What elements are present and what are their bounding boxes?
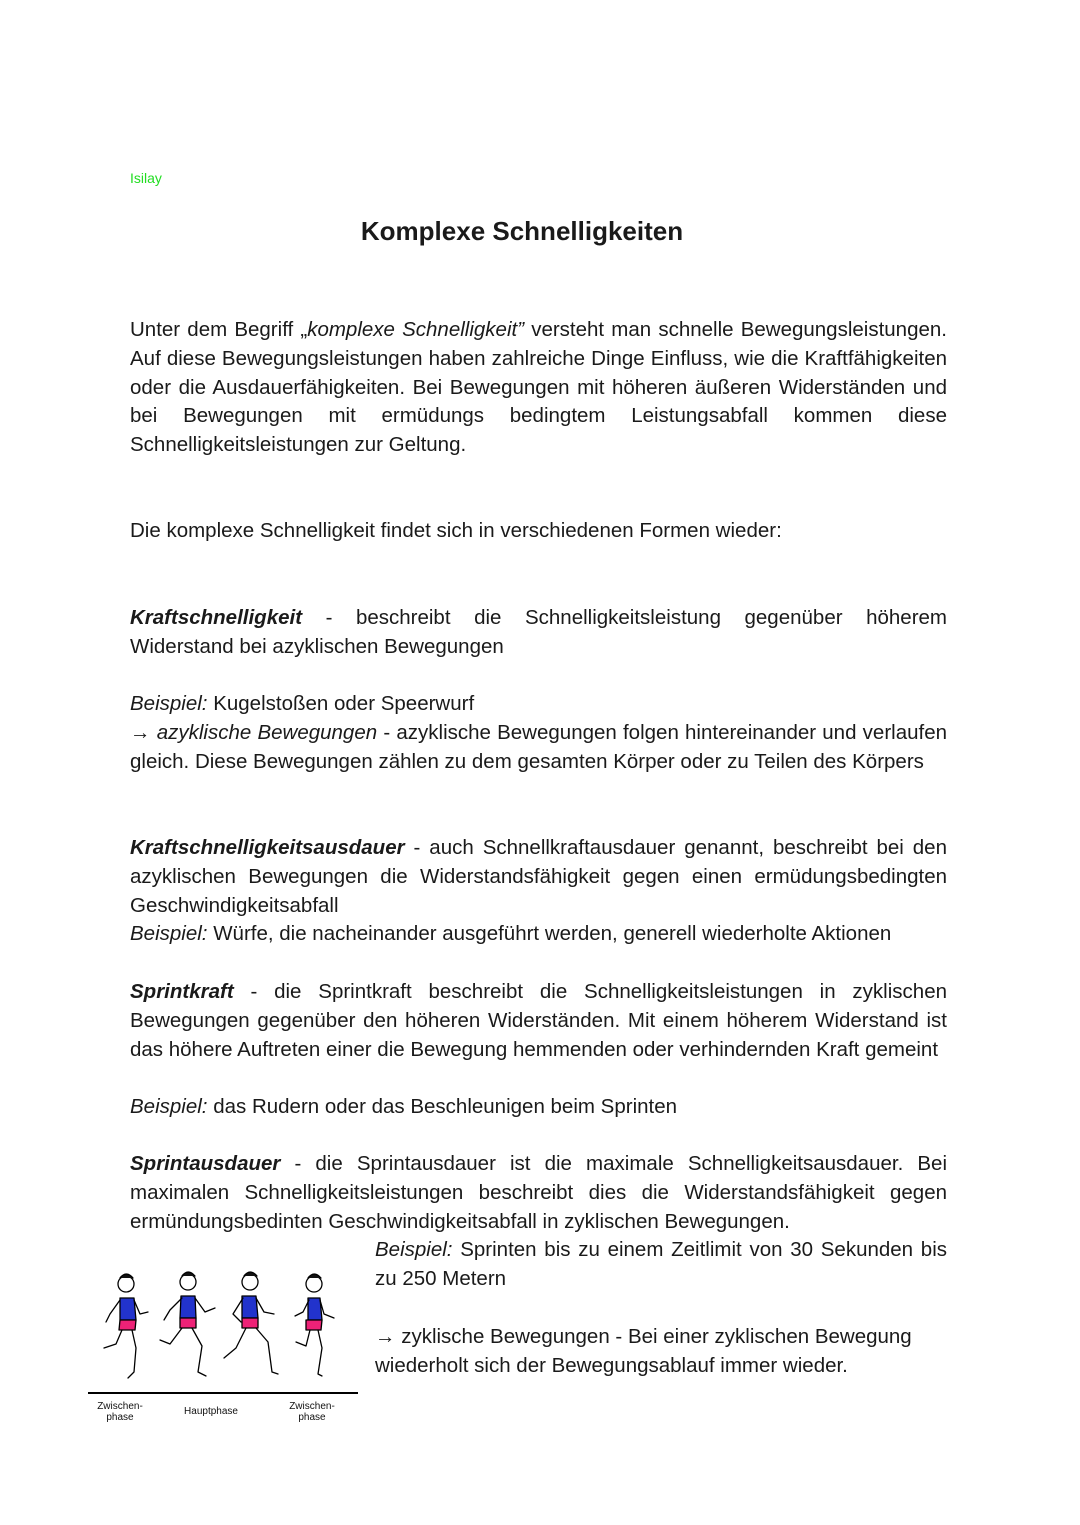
term-sprintausdauer: Sprintausdauer	[130, 1152, 281, 1175]
author-name: Isilay	[130, 170, 162, 186]
runner-figure-3	[224, 1272, 278, 1374]
note-zyklisch: → zyklische Bewegungen - Bei einer zyklischen Bewegung wiederholt sich der Bewegungsablauf immer wieder.	[375, 1325, 912, 1377]
term-sprintkraft: Sprintkraft	[130, 980, 234, 1003]
page-title: Komplexe Schnelligkeiten	[360, 216, 684, 246]
example-kraftschnelligkeit: Beispiel: Kugelstoßen oder Speerwurf	[130, 692, 475, 715]
runner-figure-4	[295, 1274, 334, 1376]
forms-intro: Die komplexe Schnelligkeit findet sich in verschiedenen Formen wieder:	[130, 519, 782, 542]
caption-hauptphase: Hauptphase	[184, 1406, 238, 1417]
intro-paragraph: Unter dem Begriff „komplexe Schnelligkeit” versteht man schnelle Bewegungsleistungen. Auf diese Bewegungsleistungen haben zahlreiche Dinge Einfluss, wie die Kraftfähigkeiten oder die Ausdauerfähigkeiten. Bei Bewegungen mit höheren äußeren Widerständen und bei Bewegungen mit ermüdungs bedingtem Leistungsabfall kommen diese Schnelligkeitsleistungen zur Geltung.	[130, 318, 947, 457]
example-kraftschnelligkeitsausdauer: Beispiel: Würfe, die nacheinander ausgeführt werden, generell wiederholte Aktionen	[130, 922, 892, 945]
runner-figure-2	[160, 1272, 215, 1376]
section-kraftschnelligkeitsausdauer: Kraftschnelligkeitsausdauer - auch Schnellkraftausdauer genannt, beschreibt bei den azyklischen Bewegungen die Widerstandsfähigkeit gegen einen ermüdungsbedingten Geschwindigkeitsabfall	[130, 836, 947, 917]
section-kraftschnelligkeit: Kraftschnelligkeit - beschreibt die Schnelligkeitsleistung gegenüber höherem Widerstand bei azyklischen Bewegungen	[130, 606, 947, 658]
section-sprintausdauer: Sprintausdauer - die Sprintausdauer ist die maximale Schnelligkeitsausdauer. Bei maximalen Schnelligkeitsleistungen beschreibt dies die Widerstandsfähigkeit gegen ermündungsbedinten Geschwindigkeitsabfall in zyklischen Bewegungen.	[130, 1152, 947, 1233]
caption-zwischenphase-right: Zwischen- phase	[289, 1401, 335, 1423]
example-sprintkraft: Beispiel: das Rudern oder das Beschleunigen beim Sprinten	[130, 1095, 678, 1118]
example-sprintausdauer: Beispiel: Sprinten bis zu einem Zeitlimit von 30 Sekunden bis zu 250 Metern	[375, 1238, 947, 1290]
section-sprintkraft: Sprintkraft - die Sprintkraft beschreibt die Schnelligkeitsleistungen in zyklischen Bewegungen gegenüber den höheren Widerständen. Mit einem höherem Widerstand ist das höhere Auftreten einer die Bewegung hemmenden oder verhindernden Kraft gemeint	[130, 980, 947, 1061]
caption-zwischenphase-left: Zwischen- phase	[97, 1401, 143, 1423]
sprint-phases-figure	[88, 1268, 368, 1438]
term-kraftschnelligkeit: Kraftschnelligkeit	[130, 606, 303, 629]
term-kraftschnelligkeitsausdauer: Kraftschnelligkeitsausdauer	[130, 836, 405, 859]
runner-figure-1	[104, 1274, 148, 1378]
runner-sequence-illustration	[88, 1268, 368, 1398]
note-azyklisch: → azyklische Bewegungen - azyklische Bewegungen folgen hintereinander und verlaufen gleich. Diese Bewegungen zählen zu dem gesamten Körper oder zu Teilen des Körpers	[130, 721, 948, 773]
